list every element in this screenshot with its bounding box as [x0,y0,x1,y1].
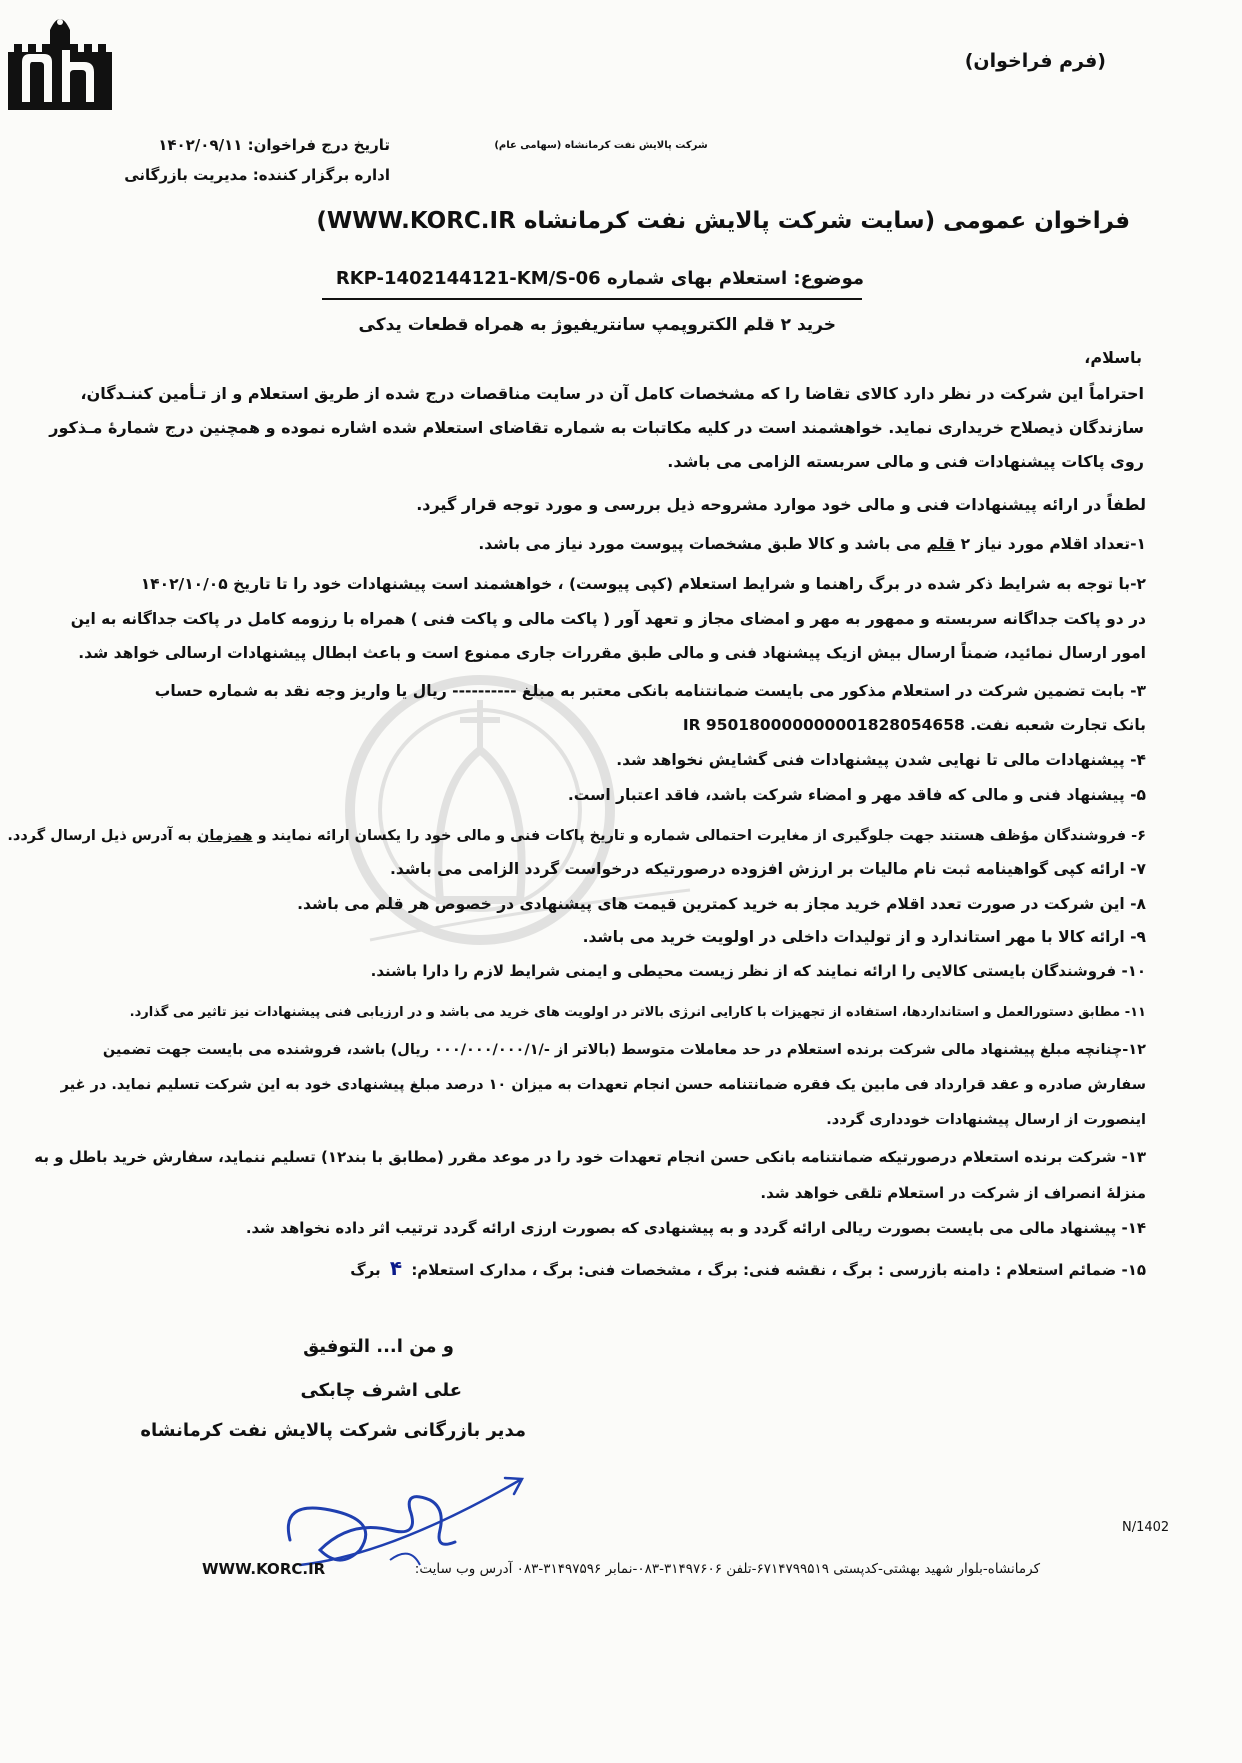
intro-paragraph-line-3: روی پاکات پیشنهادات فنی و مالی سربسته الزامی می باشد. [667,452,1144,471]
condition-5: ۵- پیشنهاد فنی و مالی که فاقد مهر و امضاء شرکت باشد، فاقد اعتبار است. [567,786,1146,804]
footer-website: WWW.KORC.IR [202,1560,326,1578]
iban-number: IR 950180000000001828054658 [682,716,965,734]
condition-15 [350,1256,1146,1280]
condition-9: ۹- ارائه کالا با مهر استاندارد و از تولیدات داخلی در اولویت خرید می باشد. [582,928,1146,946]
condition-2-envelopes: در دو پاکت جداگانه سربسته و ممهور به مهر و امضای مجاز و تعهد آور ( پاکت مالی و پاکت فنی ) [410,610,1146,628]
condition-12-line-2: سفارش صادره و عقد قرارداد فی مابین یک فقره ضمانتنامه حسن انجام تعهدات به میزان ۱۰ درصد مبلغ پیشنهادی خود به این شرکت تسلیم نماید. در غیر [60,1077,1146,1093]
condition-3-line-1: ۳- بابت تضمین شرکت در استعلام مذکور می بایست ضمانتنامه بانکی معتبر به مبلغ ---------- ریال یا واریز وجه نقد به شماره حساب [154,682,1146,700]
page-title: فراخوان عمومی (سایت شرکت پالایش نفت کرمانشاه WWW.KORC.IR) [316,208,1130,234]
condition-2-warning: ضمناً ارسال بیش ازیک پیشنهاد فنی و مالی طبق مقررات جاری ممنوع است و باعث ابطال پیشنهادات ارسالی خواهد شد. [78,644,999,662]
condition-7: ۷- ارائه کپی گواهینامه ثبت نام مالیات بر ارزش افزوده درصورتیکه درخواست گردد الزامی می باشد. [390,860,1146,878]
organizing-department: اداره برگزار کننده: مدیریت بازرگانی [124,166,390,184]
condition-2-resume: همراه با رزومه کامل در پاکت جداگانه [121,610,406,628]
company-logo [0,0,120,120]
bank-name: بانک تجارت شعبه نفت. [970,716,1146,734]
condition-2-line-2 [71,610,1146,628]
condition-2-line-3 [78,644,1146,662]
subject-line: موضوع: استعلام بهای شماره RKP-1402144121-KM/S-06 [335,268,864,289]
signatory-name: علی اشرف چابکی [300,1380,462,1401]
condition-6-simultaneous: همزمان [196,828,253,844]
condition-3-line-2 [683,716,1146,734]
form-label: (فرم فراخوان) [964,50,1106,72]
intro-paragraph-line-2: سازندگان ذیصلاح خریداری نماید. خواهشمند است در کلیه مکاتبات به شماره تقاضای استعلام شده اشاره نموده و همچنین درج شمارهٔ مـذکور [49,418,1144,437]
condition-6 [7,828,1146,844]
condition-1 [478,535,1146,553]
condition-1-unit: قلم [926,535,956,553]
condition-2-send: امور ارسال نمائید، [1003,644,1146,662]
announcement-date: تاریخ درج فراخوان: ۱۴۰۲/۰۹/۱۱ [158,136,390,154]
condition-10: ۱۰- فروشندگان بایستی کالایی را ارائه نمایند که از نظر زیست محیطی و ایمنی شرایط لازم را دارا باشند. [370,962,1146,980]
attachments-page-unit: برگ [350,1261,381,1279]
condition-1-suffix: می باشد و کالا طبق مشخصات پیوست مورد نیاز می باشد. [478,535,922,553]
condition-2-line-1: ۲-با توجه به شرایط ذکر شده در برگ راهنما و شرایط استعلام (کپی پیوست) ، خواهشمند است پیشنهادات خود را تا تاریخ ۱۴۰۲/۱۰/۰۵ [140,575,1146,593]
condition-2-to-this: به این [70,610,117,628]
condition-8: ۸- این شرکت در صورت تعدد اقلام خرید مجاز به خرید کمترین قیمت های پیشنهادی در خصوص هر قلم می باشد. [297,895,1146,913]
condition-12-line-3: اینصورت از ارسال پیشنهادات خودداری گردد. [826,1112,1146,1128]
attachments-page-count: ۴ [389,1256,403,1280]
greeting: باسلام، [1084,348,1142,367]
reference-code: N/1402 [1122,1520,1170,1535]
condition-13-line-2: منزلهٔ انصراف از شرکت در استعلام تلقی خواهد شد. [760,1184,1146,1202]
condition-11: ۱۱- مطابق دستورالعمل و استانداردها، استفاده از تجهیزات با کارایی انرژی بالاتر در اولویت های خرید می باشد و در ارزیابی فنی پیشنهادات نیز تاثیر می گذارد. [129,1005,1146,1020]
company-name: شرکت پالایش نفت کرمانشاه (سهامی عام) [494,140,708,151]
attachments-list: ۱۵- ضمائم استعلام : دامنه بازرسی : برگ ، نقشه فنی: برگ ، مشخصات فنی: برگ ، مدارک استعلام: [411,1261,1146,1279]
condition-6-end: به آدرس ذیل ارسال گردد. [7,828,192,844]
condition-13-line-1: ۱۳- شرکت برنده استعلام درصورتیکه ضمانتنامه بانکی حسن انجام تعهدات خود را در موعد مقرر (مطابق با بند۱۲) تسلیم ننماید، سفارش خرید باطل و به [34,1148,1146,1166]
condition-12-line-1: ۱۲-چنانچه مبلغ پیشنهاد مالی شرکت برنده استعلام در حد معاملات متوسط (بالاتر از -/۰۰۰/۰۰۰/۰۰۰/۱ ریال) باشد، فروشنده می بایست جهت تضمین [102,1042,1146,1058]
signatory-position: مدیر بازرگانی شرکت پالایش نفت کرمانشاه [140,1420,526,1441]
intro-paragraph-line-1: احتراماً این شرکت در نظر دارد کالای تقاضا را که مشخصات کامل آن در سایت مناقصات درج شده از طریق استعلام و از تـأمین کننـدگان، [80,384,1144,403]
subject-underline [322,298,862,300]
condition-14: ۱۴- پیشنهاد مالی می بایست بصورت ریالی ارائه گردد و به پیشنهادی که بصورت ارزی ارائه گردد ترتیب اثر داده نخواهد شد. [245,1219,1146,1237]
intro-note: لطفاً در ارائه پیشنهادات فنی و مالی خود موارد مشروحه ذیل بررسی و مورد توجه قرار گیرد. [416,495,1146,514]
closing-phrase: و من ا... التوفیق [303,1336,454,1357]
condition-6-text: ۶- فروشندگان مؤظف هستند جهت جلوگیری از مغایرت احتمالی شماره و تاریخ پاکات فنی و مالی خود را یکسان ارائه نمایند و [257,828,1146,844]
condition-1-prefix: ۱-تعداد اقلام مورد نیاز ۲ [960,535,1146,553]
condition-4: ۴- پیشنهادات مالی تا نهایی شدن پیشنهادات فنی گشایش نخواهد شد. [616,751,1146,769]
footer-address: کرمانشاه-بلوار شهید بهشتی-کدپستی ۶۷۱۴۷۹۹۵۱۹-تلفن ۳۱۴۹۷۶۰۶-۰۸۳-نمابر ۳۱۴۹۷۵۹۶-۰۸۳ آدرس وب سایت: [414,1561,1040,1577]
purchase-item-line: خرید ۲ قلم الکتروپمپ سانتریفیوژ به همراه قطعات یدکی [358,315,836,335]
